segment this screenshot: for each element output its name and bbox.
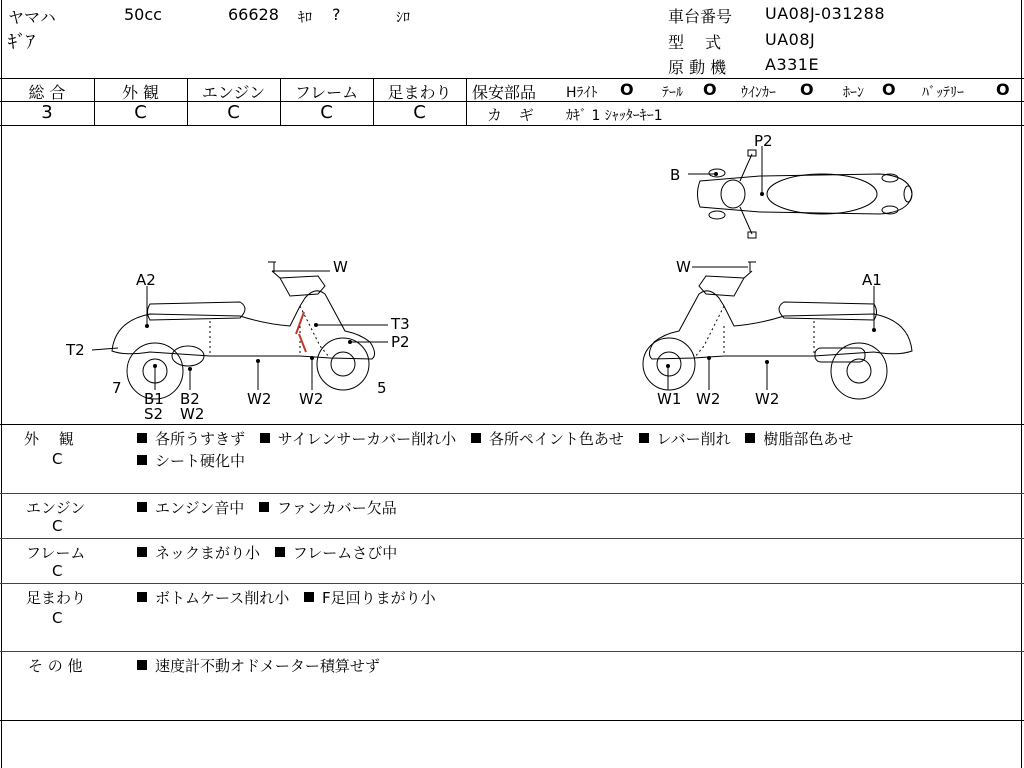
- comment-item: エンジン音中: [155, 499, 245, 517]
- damage-diagram: [0, 126, 1024, 424]
- damage-marks-red: [296, 312, 306, 352]
- label-top-b: B: [670, 166, 681, 184]
- top-view-leaders: [688, 146, 764, 196]
- comment-item: 各所ペイント色あせ: [488, 430, 624, 448]
- grid-line: [466, 78, 467, 125]
- comment-item: 各所うすきず: [155, 430, 246, 448]
- grade-header-suspension: 足まわり: [387, 83, 452, 102]
- safety-item-horn: ﾎｰﾝ: [843, 85, 864, 101]
- chassis-label: 車台番号: [668, 7, 733, 26]
- mileage-unit: ｷﾛ: [298, 10, 312, 26]
- label-left-t3: T3: [391, 315, 410, 333]
- comment-category-exterior: 外 観: [24, 430, 74, 448]
- label-left-w2-center: W2: [247, 390, 272, 408]
- color: ｼﾛ: [396, 10, 410, 26]
- bullet-icon: [137, 433, 147, 443]
- bullet-icon: [137, 502, 147, 512]
- label-left-7: 7: [112, 379, 122, 397]
- safety-mark-tail: O: [703, 80, 717, 99]
- grade-header-frame: フレーム: [294, 83, 359, 102]
- displacement: 50cc: [124, 5, 162, 24]
- grade-header-overall: 総 合: [28, 83, 66, 102]
- comment-item: シート硬化中: [155, 452, 246, 470]
- comment-grade-exterior: C: [52, 450, 63, 468]
- safety-mark-headlight: O: [620, 80, 634, 99]
- mileage: 66628: [228, 5, 279, 24]
- maker: ヤマハ: [8, 8, 56, 27]
- label-top-p2: P2: [754, 132, 773, 150]
- comment-grade-engine: C: [52, 517, 63, 535]
- type-label: 型 式: [668, 33, 722, 52]
- safety-item-tail: ﾃｰﾙ: [662, 85, 683, 101]
- safety-item-winker: ｳｲﾝｶｰ: [741, 85, 776, 101]
- label-left-w2-front: W2: [299, 390, 324, 408]
- mileage-note: ?: [332, 5, 341, 24]
- label-left-b1: B1: [144, 390, 164, 408]
- type-value: UA08J: [765, 30, 816, 49]
- comment-line: [137, 655, 380, 676]
- comment-item: 速度計不動オドメーター積算せず: [155, 657, 380, 675]
- comment-item: 樹脂部色あせ: [763, 430, 854, 448]
- bullet-icon: [304, 592, 314, 602]
- label-left-p2: P2: [391, 333, 410, 351]
- bullet-icon: [745, 433, 755, 443]
- grid-line: [0, 538, 1024, 539]
- comment-line: [137, 587, 436, 608]
- comment-category-engine: エンジン: [26, 499, 86, 517]
- safety-label: 保安部品: [472, 83, 537, 102]
- comment-item: F足回りまがり小: [322, 589, 436, 607]
- grid-line: [0, 78, 1024, 79]
- grade-header-exterior: 外 観: [121, 83, 160, 102]
- comment-line: [137, 542, 397, 563]
- right-view-leaders: [667, 267, 876, 390]
- label-left-w2: W2: [180, 405, 205, 423]
- model-name: ｷﾞｱ: [8, 32, 35, 53]
- bullet-icon: [275, 547, 285, 557]
- label-right-w2: W2: [696, 390, 721, 408]
- comment-line: [137, 450, 245, 471]
- grade-header-engine: エンジン: [201, 83, 266, 102]
- safety-item-battery: ﾊﾞｯﾃﾘｰ: [922, 85, 964, 101]
- comment-item: フレームさび中: [292, 544, 398, 562]
- grid-line: [0, 651, 1024, 652]
- comment-item: ネックまがり小: [155, 544, 261, 562]
- bullet-icon: [259, 502, 269, 512]
- right-view-dotted-panels: [694, 306, 814, 358]
- comment-item: サイレンサーカバー削れ小: [277, 430, 457, 448]
- comment-category-other: そ の 他: [28, 657, 83, 675]
- grade-value-suspension: C: [413, 102, 426, 123]
- scooter-top-view: [698, 150, 913, 238]
- comment-item: レバー削れ: [656, 430, 731, 448]
- comment-item: ファンカバー欠品: [277, 499, 397, 517]
- comment-item: ボトムケース削れ小: [155, 589, 290, 607]
- comment-line: [137, 428, 853, 449]
- safety-mark-battery: O: [996, 80, 1010, 99]
- bullet-icon: [137, 660, 147, 670]
- label-left-a2: A2: [136, 271, 156, 289]
- grid-line: [0, 424, 1024, 425]
- comment-line: [137, 497, 397, 518]
- label-right-a1: A1: [862, 271, 882, 289]
- bullet-icon: [260, 433, 270, 443]
- comment-grade-frame: C: [52, 562, 63, 580]
- comment-grade-suspension: C: [52, 609, 63, 627]
- grid-line: [0, 493, 1024, 494]
- bullet-icon: [137, 547, 147, 557]
- label-left-b2: B2: [180, 390, 200, 408]
- engine-label: 原 動 機: [668, 58, 727, 77]
- bullet-icon: [137, 455, 147, 465]
- label-left-5: 5: [377, 379, 387, 397]
- label-right-w1: W1: [657, 390, 682, 408]
- engine-value: A331E: [765, 55, 820, 74]
- label-left-t2: T2: [66, 341, 85, 359]
- bullet-icon: [471, 433, 481, 443]
- label-left-s2: S2: [144, 405, 164, 423]
- grade-value-engine: C: [227, 102, 240, 123]
- comment-category-suspension: 足まわり: [26, 589, 87, 607]
- label-right-w: W: [676, 258, 691, 276]
- grid-line: [0, 720, 1024, 721]
- safety-mark-winker: O: [800, 80, 814, 99]
- left-view-dotted-panels: [210, 306, 330, 358]
- key-label: カ ギ: [487, 106, 540, 124]
- chassis-value: UA08J-031288: [765, 4, 886, 23]
- bullet-icon: [639, 433, 649, 443]
- label-left-w: W: [333, 258, 348, 276]
- grid-line: [0, 583, 1024, 584]
- safety-item-headlight: Hﾗｲﾄ: [566, 85, 598, 101]
- safety-mark-horn: O: [882, 80, 896, 99]
- grade-value-frame: C: [320, 102, 333, 123]
- label-right-w2-rear: W2: [755, 390, 780, 408]
- bullet-icon: [137, 592, 147, 602]
- comment-category-frame: フレーム: [26, 544, 86, 562]
- key-value: ｶｷﾞ 1 ｼｬｯﾀｰｷｰ1: [566, 108, 663, 124]
- grade-value-overall: 3: [41, 102, 53, 123]
- grade-value-exterior: C: [134, 102, 147, 123]
